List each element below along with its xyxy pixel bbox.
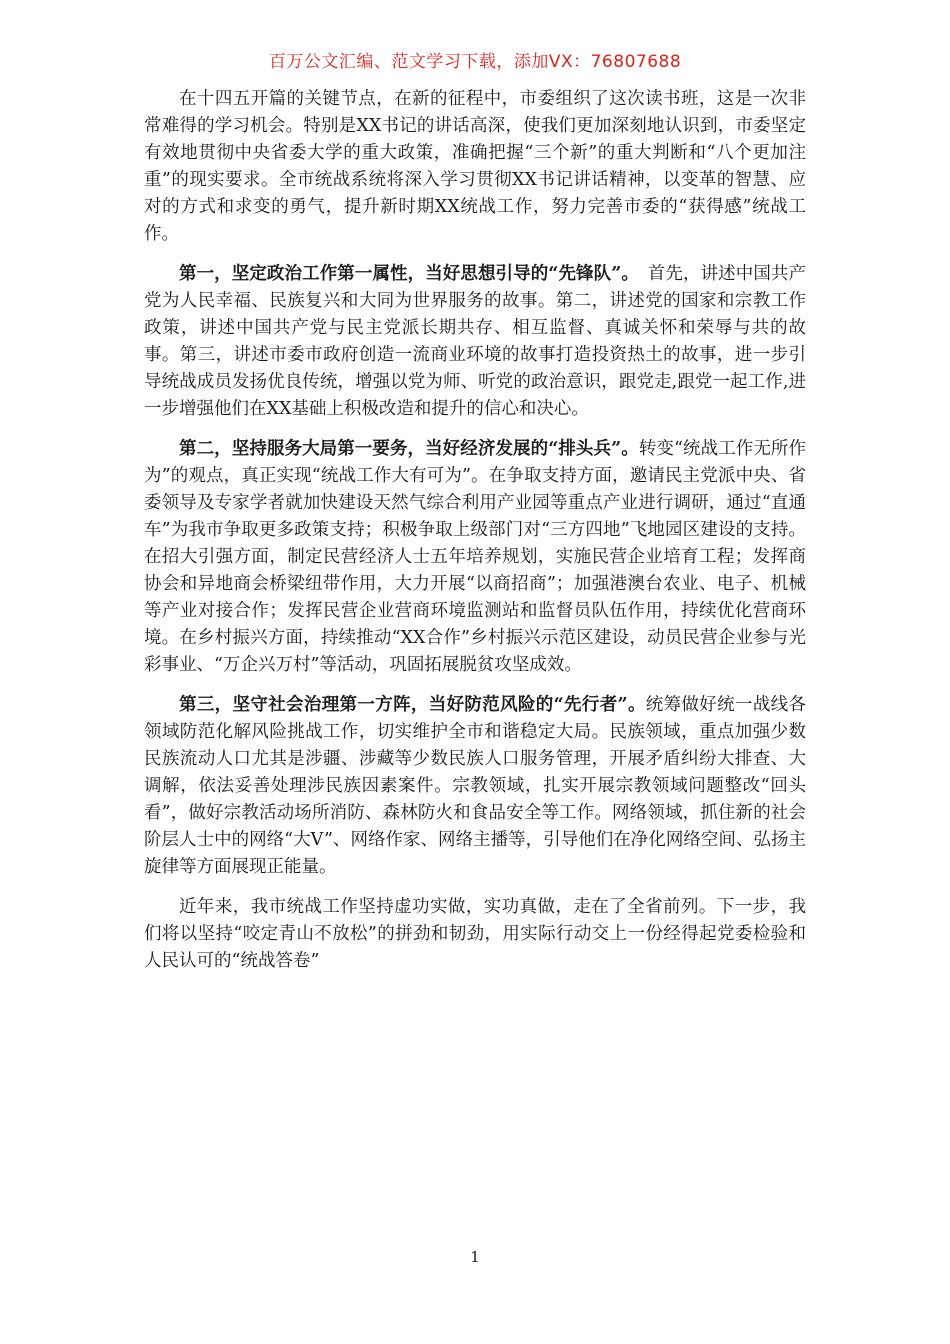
paragraph-text: 在十四五开篇的关键节点，在新的征程中，市委组织了这次读书班，这是一次非常难得的学习机会。特别是XX书记的讲话高深，使我们更加深刻地认识到，市委坚定有效地贯彻中央省委大学的重大政策，准确把握“三个新”的重大判断和“八个更加注重”的现实要求。全市统战系统将深入学习贯彻XX书记讲话精神，以变革的智慧、应对的方式和求变的勇气，提升新时期XX统战工作，努力完善市委的“获得感”统战工作。 [144, 89, 806, 244]
paragraph-text: 统筹做好统一战线各领域防范化解风险挑战工作，切实维护全市和谐稳定大局。民族领域，重点加强少数民族流动人口尤其是涉疆、涉藏等少数民族人口服务管理，开展矛盾纠纷大排查、大调解，依法妥善处理涉民族因素案件。宗教领域，扎实开展宗教领域问题整改“回头看”，做好宗教活动场所消防、森林防火和食品安全等工作。网络领域，抓住新的社会阶层人士中的网络“大V”、网络作家、网络主播等，引导他们在净化网络空间、弘扬主旋律等方面展现正能量。 [144, 695, 806, 877]
paragraph-text: 首先，讲述中国共产党为人民幸福、民族复兴和大同为世界服务的故事。第二，讲述党的国家和宗教工作政策，讲述中国共产党与民主党派长期共存、相互监督、真诚关怀和荣辱与共的故事。第三，讲述市委市政府创造一流商业环境的故事打造投资热土的故事，进一步引导统战成员发扬优良传统，增强以党为师、听党的政治意识，跟党走,跟党一起工作,进一步增强他们在XX基础上积极改造和提升的信心和决心。 [144, 264, 806, 419]
paragraph-intro [144, 86, 806, 248]
paragraph-heading: 第一，坚定政治工作第一属性，当好思想引导的“先锋队”。 [179, 264, 631, 284]
paragraph-conclusion [144, 894, 806, 975]
paragraph-second-point [144, 436, 806, 679]
watermark-header: 百万公文汇编、范文学习下载，添加VX：76807688 [268, 52, 682, 72]
paragraph-text: 近年来，我市统战工作坚持虚功实做，实功真做，走在了全省前列。下一步，我们将以坚持“咬定青山不放松”的拼劲和韧劲，用实际行动交上一份经得起党委检验和人民认可的“统战答卷” [144, 897, 806, 971]
paragraph-heading: 第二，坚持服务大局第一要务，当好经济发展的“排头兵”。 [179, 439, 639, 459]
page-number: 1 [470, 1248, 480, 1266]
paragraph-third-point [144, 692, 806, 881]
paragraph-text: 转变“统战工作无所作为”的观点，真正实现“统战工作大有可为”。在争取支持方面，邀请民主党派中央、省委领导及专家学者就加快建设天然气综合利用产业园等重点产业进行调研，通过“直通车”为我市争取更多政策支持；积极争取上级部门对“三方四地”飞地园区建设的支持。在招大引强方面，制定民营经济人士五年培养规划，实施民营企业培育工程；发挥商协会和异地商会桥梁纽带作用，大力开展“以商招商”；加强港澳台农业、电子、机械等产业对接合作；发挥民营企业营商环境监测站和监督员队伍作用，持续优化营商环境。在乡村振兴方面，持续推动“XX合作”乡村振兴示范区建设，动员民营企业参与光彩事业、“万企兴万村”等活动，巩固拓展脱贫攻坚成效。 [144, 439, 806, 675]
paragraph-first-point [144, 261, 806, 423]
paragraph-heading: 第三，坚守社会治理第一方阵，当好防范风险的“先行者”。 [179, 695, 646, 715]
document-body [144, 86, 806, 988]
